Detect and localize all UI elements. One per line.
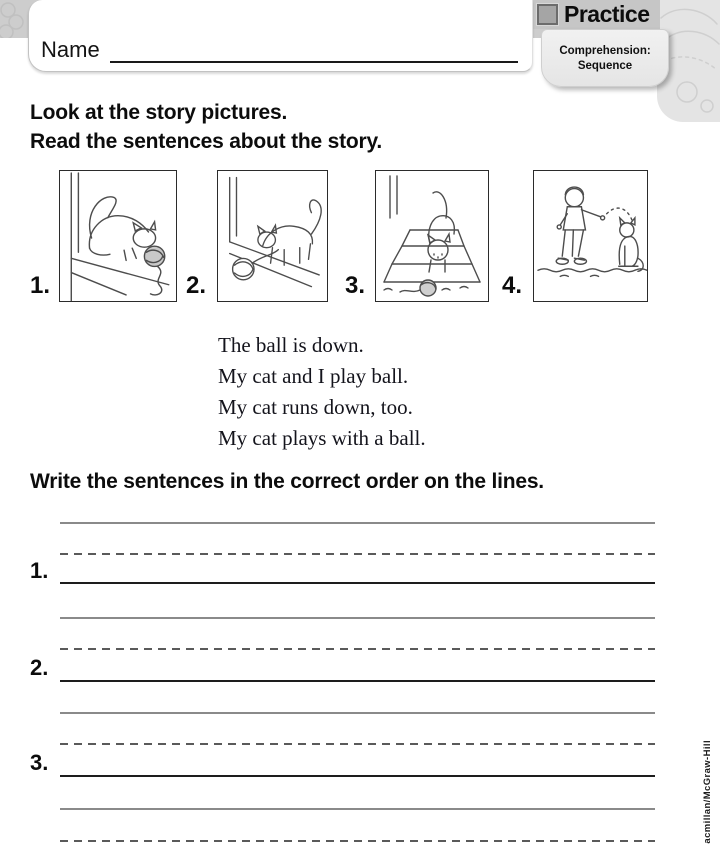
skill-tab-line1: Comprehension: (559, 45, 651, 57)
cat-looking-at-fallen-yarn-illustration (218, 171, 327, 301)
picture-number-2: 2. (186, 272, 207, 299)
skill-tab (541, 29, 669, 87)
name-input-line[interactable] (110, 39, 518, 63)
writing-lines-area (30, 512, 690, 848)
instruction-line-2: Read the sentences about the story. (30, 130, 383, 153)
answer-line-number-2: 2. (30, 655, 49, 680)
picture-number-3: 3. (345, 272, 366, 299)
guide-line-dashed (60, 648, 655, 650)
guide-line-solid (60, 617, 655, 619)
guide-line-solid (60, 808, 655, 810)
story-picture-1 (59, 170, 177, 302)
story-sentence: My cat and I play ball. (218, 364, 409, 388)
name-card (28, 0, 533, 72)
story-picture-3 (375, 170, 489, 302)
guide-line-dashed (60, 840, 655, 842)
answer-line-number-1: 1. (30, 558, 49, 583)
guide-line-dashed (60, 743, 655, 745)
story-sentences (218, 330, 426, 454)
story-sentence: The ball is down. (218, 333, 364, 357)
guide-line-solid (60, 712, 655, 714)
skill-tab-line2: Sequence (577, 60, 633, 72)
practice-header (530, 0, 660, 29)
story-sentence: My cat plays with a ball. (218, 426, 426, 450)
write-instruction: Write the sentences in the correct order on the lines. (30, 470, 544, 493)
story-picture-4 (533, 170, 648, 302)
practice-checkbox-icon (537, 4, 558, 25)
story-picture-2 (217, 170, 328, 302)
answer-line-2[interactable] (60, 680, 655, 682)
cat-coming-down-steps-illustration (376, 171, 488, 301)
answer-line-1[interactable] (60, 582, 655, 584)
instruction-line-1: Look at the story pictures. (30, 101, 288, 124)
cat-on-window-ledge-illustration (60, 171, 176, 301)
answer-line-number-3: 3. (30, 750, 49, 775)
practice-label: Practice (564, 1, 650, 27)
story-sentence: My cat runs down, too. (218, 395, 413, 419)
picture-number-1: 1. (30, 272, 51, 299)
story-pictures-row (0, 168, 720, 310)
guide-line-dashed (60, 553, 655, 555)
publisher-credit: acmillan/McGraw-Hill (702, 740, 713, 844)
boy-throwing-ball-to-cat-illustration (534, 171, 647, 301)
instructions-block (30, 98, 382, 156)
guide-line-solid (60, 522, 655, 524)
name-label: Name (41, 37, 100, 62)
answer-line-3[interactable] (60, 775, 655, 777)
picture-number-4: 4. (502, 272, 523, 299)
